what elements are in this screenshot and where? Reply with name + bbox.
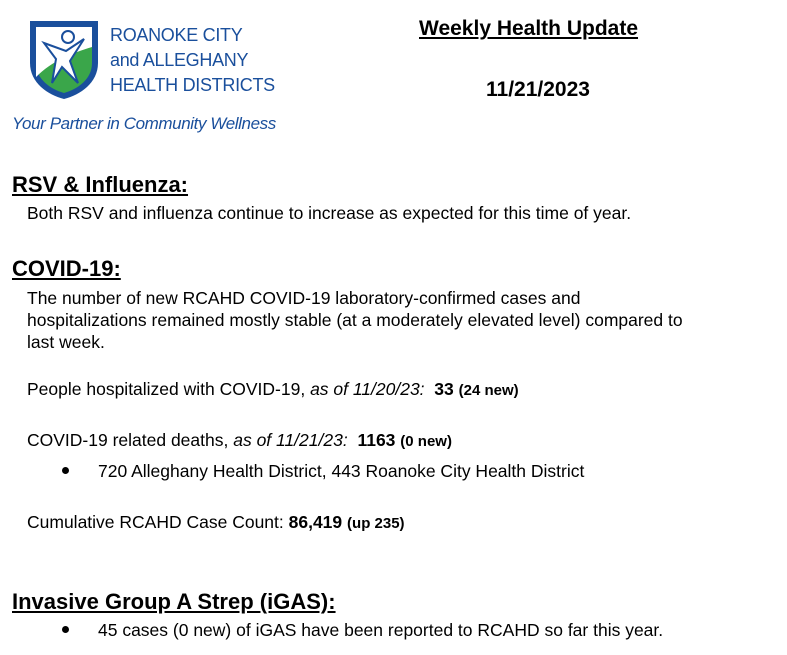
org-name-line2: and ALLEGHANY [110, 50, 249, 70]
deaths-breakdown: 720 Alleghany Health District, 443 Roanoke City Health District [98, 461, 585, 481]
rcahd-logo-icon [22, 17, 106, 101]
hospitalized-new: (24 new) [458, 382, 519, 399]
tagline: Your Partner in Community Wellness [12, 114, 276, 133]
page-title: Weekly Health Update [419, 17, 639, 40]
deaths-label: COVID-19 related deaths, [27, 430, 234, 450]
org-name-line1: ROANOKE CITY [110, 25, 243, 45]
rsv-text: Both RSV and influenza continue to increase as expected for this time of year. [27, 203, 632, 223]
rsv-heading: RSV & Influenza: [12, 172, 189, 197]
report-date: 11/21/2023 [486, 78, 590, 101]
igas-heading: Invasive Group A Strep (iGAS): [12, 589, 336, 614]
cumulative-change: (up 235) [347, 515, 405, 532]
hospitalized-asof: as of 11/20/23: [310, 379, 425, 399]
deaths-new: (0 new) [400, 433, 452, 450]
igas-text: 45 cases (0 new) of iGAS have been reported to RCAHD so far this year. [98, 620, 664, 640]
org-name-line3: HEALTH DISTRICTS [110, 75, 275, 95]
covid-heading: COVID-19: [12, 256, 121, 281]
bullet-icon [62, 467, 69, 474]
org-name [110, 23, 275, 98]
deaths-asof: as of 11/21/23: [233, 430, 348, 450]
hospitalized-value: 33 [434, 379, 454, 399]
hospitalized-label: People hospitalized with COVID-19, [27, 379, 311, 399]
cumulative-label: Cumulative RCAHD Case Count: [27, 512, 289, 532]
covid-paragraph-line1: The number of new RCAHD COVID-19 laboratory-confirmed cases and [27, 288, 581, 308]
covid-paragraph-line2: hospitalizations remained mostly stable (at a moderately elevated level) compared to [27, 310, 683, 330]
bullet-icon [62, 626, 69, 633]
hospitalized-line [27, 378, 519, 402]
cumulative-value: 86,419 [288, 512, 343, 532]
deaths-value: 1163 [357, 430, 396, 450]
covid-paragraph [27, 287, 683, 353]
cumulative-line [27, 511, 405, 535]
deaths-line [27, 429, 452, 453]
covid-paragraph-line3: last week. [27, 332, 105, 352]
